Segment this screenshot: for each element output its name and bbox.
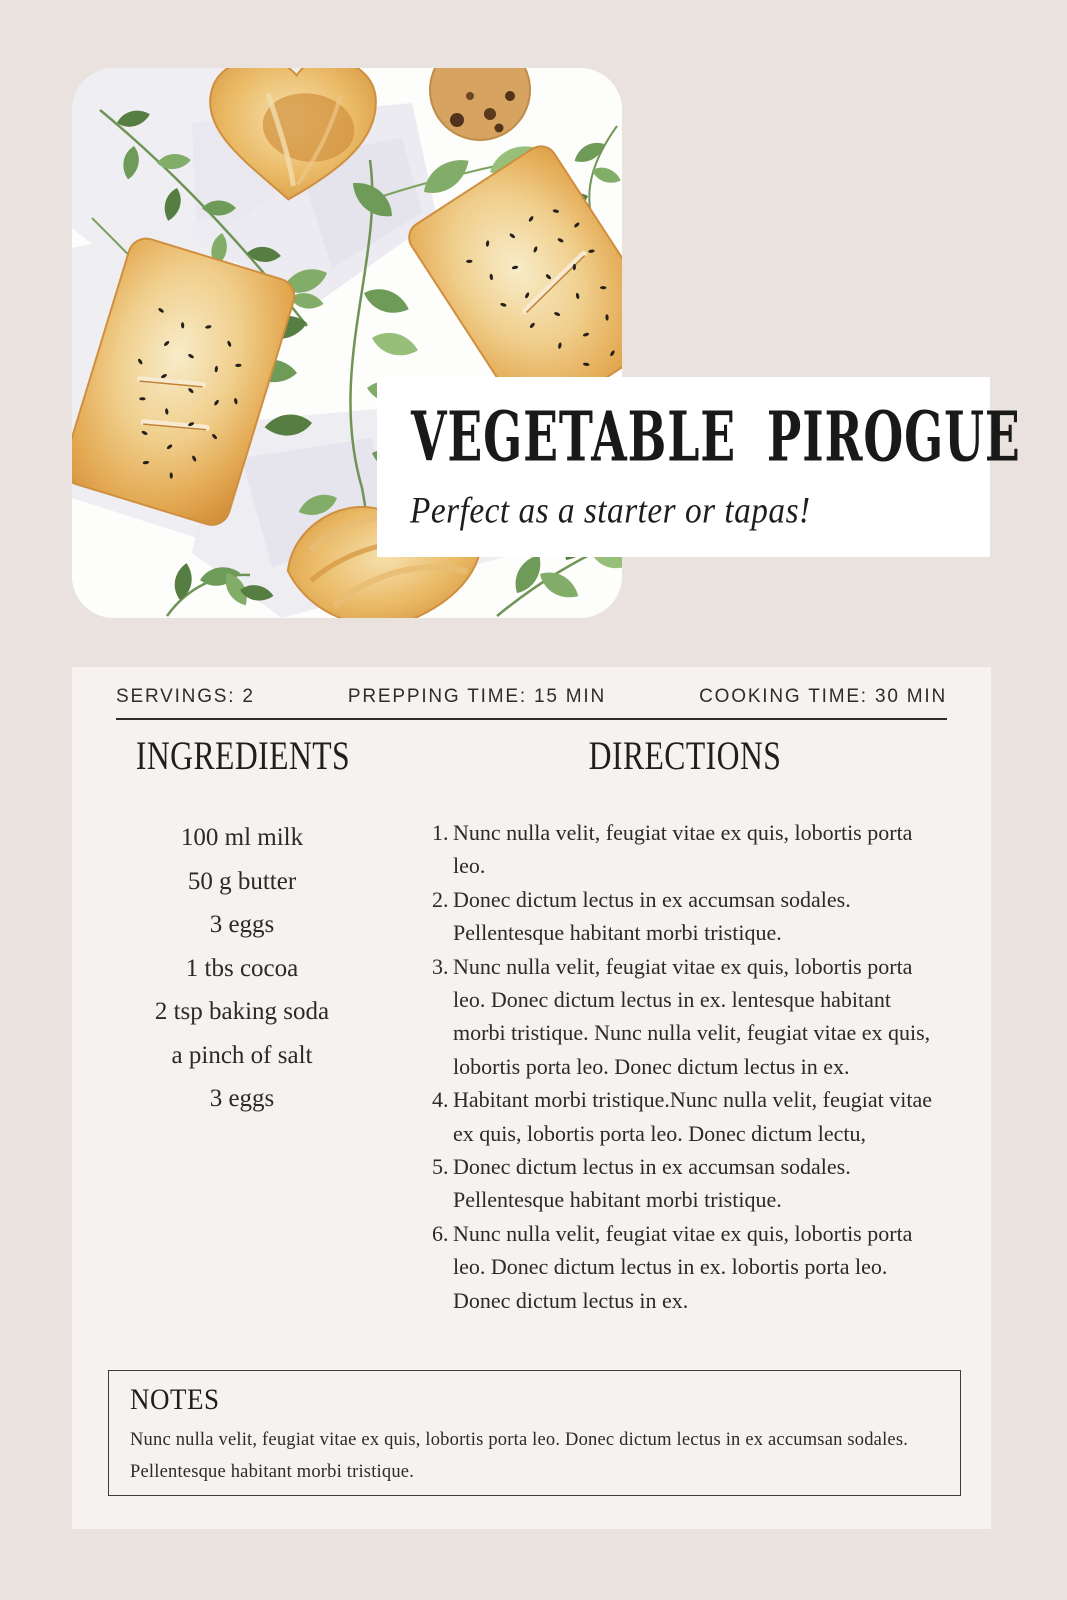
servings-label: SERVINGS: 2: [116, 686, 255, 707]
ingredient-item: 3 eggs: [209, 911, 275, 938]
ingredient-item: 3 eggs: [209, 1085, 275, 1112]
direction-step: Habitant morbi tristique.Nunc nulla velit, feugiat vitae ex quis, lobortis porta leo. Donec dictum lectu,: [453, 1087, 932, 1146]
directions-list: [432, 816, 938, 1317]
notes-box: [108, 1370, 961, 1496]
title-card: [377, 377, 1021, 557]
notes-body: Nunc nulla velit, feugiat vitae ex quis, lobortis porta leo. Donec dictum lectus in ex accumsan sodales. Pellentesque habitant morbi tristique.: [130, 1430, 909, 1482]
cooking-time-label: COOKING TIME: 30 MIN: [699, 686, 947, 707]
divider-rule: [116, 718, 947, 720]
recipe-subtitle: Perfect as a starter or tapas!: [410, 491, 811, 531]
recipe-title: VEGETABLE PIROGUE: [411, 397, 1021, 478]
directions-heading: DIRECTIONS: [588, 733, 782, 779]
ingredients-list: [106, 824, 378, 1129]
ingredient-item: 50 g butter: [187, 867, 297, 895]
ingredient-item: 1 tbs cocoa: [185, 954, 299, 982]
direction-step: Nunc nulla velit, feugiat vitae ex quis, lobortis porta leo. Donec dictum lectus in ex. lobortis porta leo. Donec dictum lectus in ex.: [453, 1220, 913, 1313]
direction-step: Donec dictum lectus in ex accumsan sodales. Pellentesque habitant morbi tristique.: [453, 886, 851, 946]
direction-step: Donec dictum lectus in ex accumsan sodales. Pellentesque habitant morbi tristique.: [453, 1154, 851, 1213]
ingredient-item: 2 tsp baking soda: [154, 998, 330, 1025]
ingredients-heading: INGREDIENTS: [135, 733, 351, 779]
notes-heading: NOTES: [130, 1383, 220, 1416]
ingredient-item: a pinch of salt: [171, 1041, 313, 1069]
direction-step: Nunc nulla velit, feugiat vitae ex quis, lobortis porta leo. Donec dictum lectus in ex. lentesque habitant morbi tristique. Nunc nulla velit, feugiat vitae ex quis, lobortis porta leo. Donec dictum lectus in ex.: [453, 953, 931, 1079]
prepping-time-label: PREPPING TIME: 15 MIN: [347, 686, 607, 707]
meta-row: [116, 686, 947, 708]
ingredient-item: 100 ml milk: [180, 824, 304, 851]
direction-step: Nunc nulla velit, feugiat vitae ex quis, lobortis porta leo.: [453, 820, 913, 879]
